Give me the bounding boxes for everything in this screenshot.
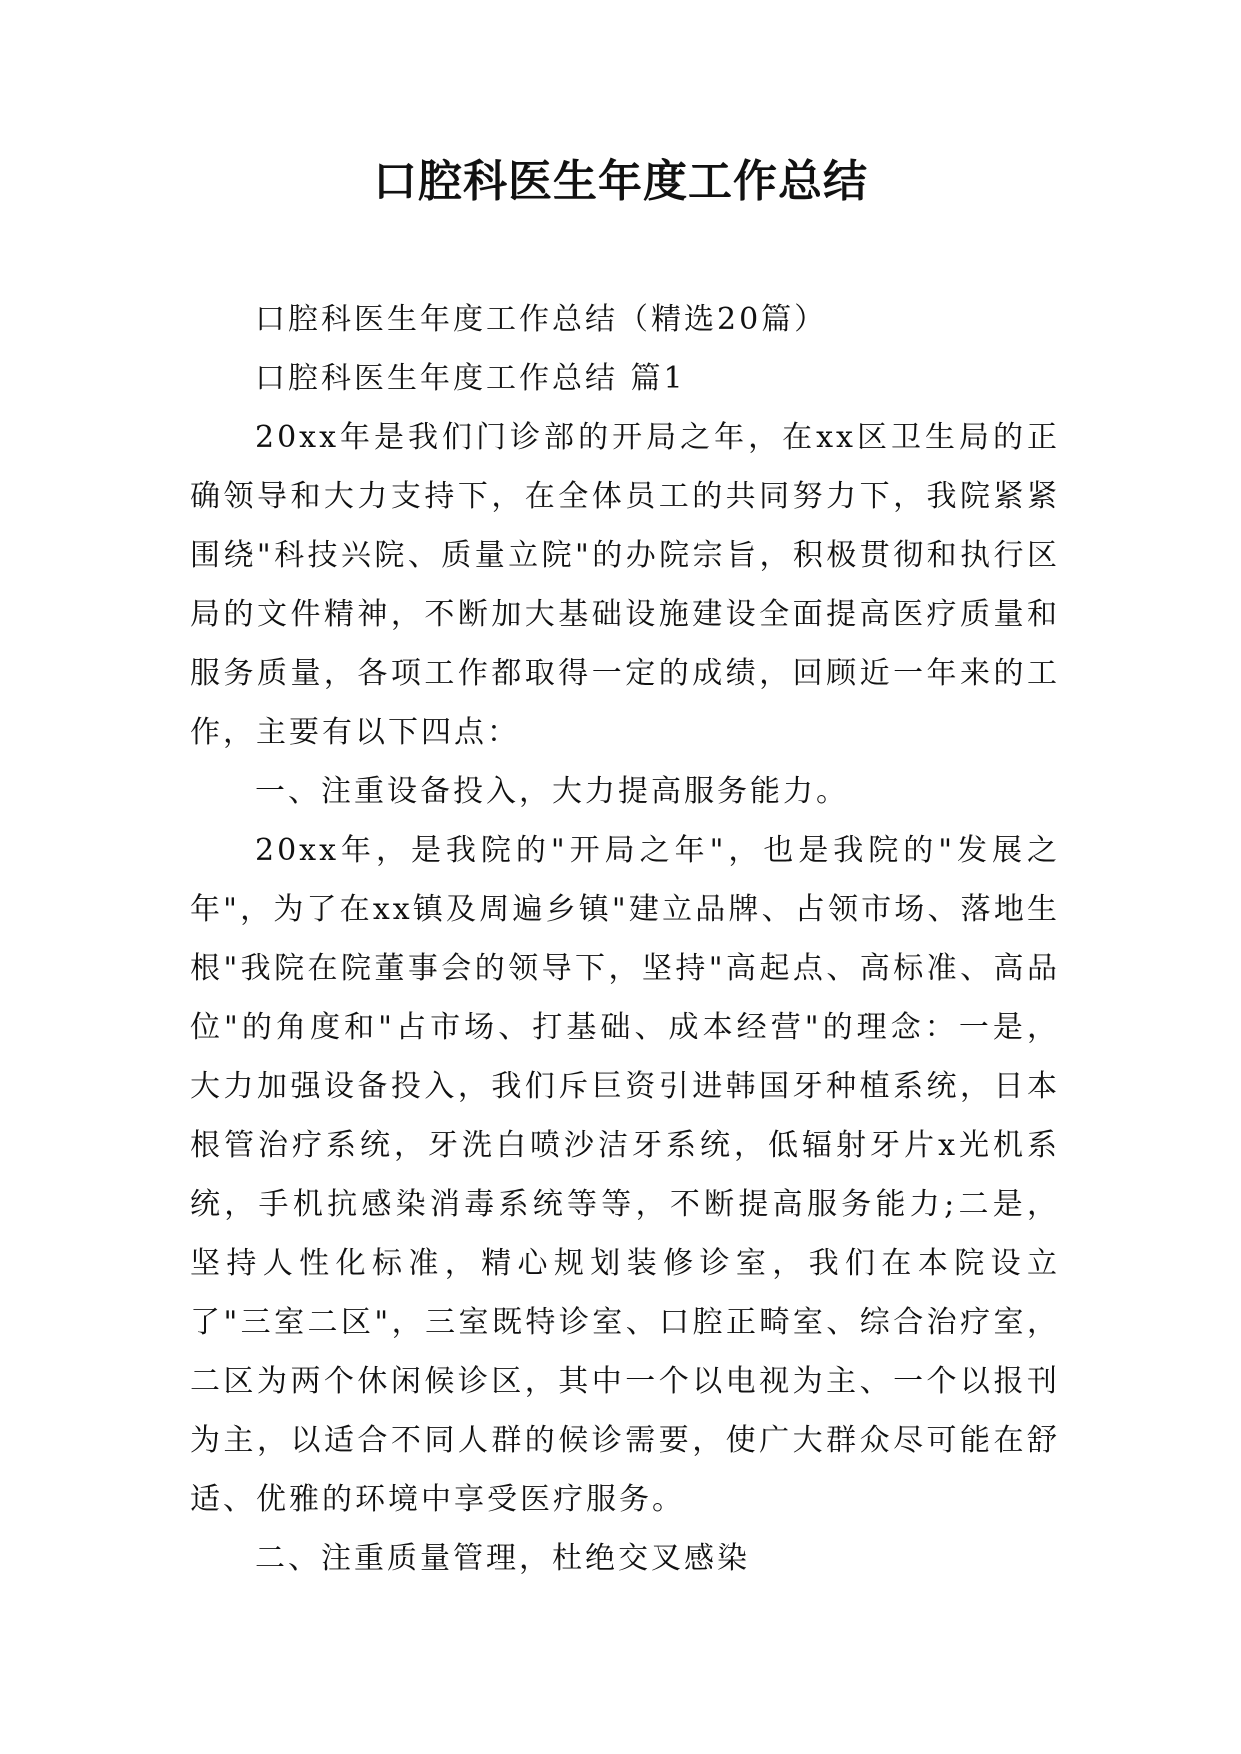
paragraph-point-one: 20xx年，是我院的"开局之年"，也是我院的"发展之年"，为了在xx镇及周遍乡镇"建立品牌、占领市场、落地生根"我院在院董事会的领导下，坚持"高起点、高标准、高品位"的角度和"占市场、打基础、成本经营"的理念：一是，大力加强设备投入，我们斥巨资引进韩国牙种植系统，日本根管治疗系统，牙洗白喷沙洁牙系统，低辐射牙片x光机系统，手机抗感染消毒系统等等，不断提高服务能力;二是，坚持人性化标准，精心规划装修诊室，我们在本院设立了"三室二区"，三室既特诊室、口腔正畸室、综合治疗室，二区为两个休闲候诊区，其中一个以电视为主、一个以报刊为主，以适合不同人群的候诊需要，使广大群众尽可能在舒适、优雅的环境中享受医疗服务。 [190, 833, 1060, 1517]
document-title: 口腔科医生年度工作总结 [373, 156, 868, 207]
document-subtitle: 口腔科医生年度工作总结（精选20篇） [255, 302, 828, 337]
section-heading: 口腔科医生年度工作总结 篇1 [255, 361, 686, 396]
heading-point-two: 二、注重质量管理，杜绝交叉感染 [255, 1541, 750, 1576]
document-body [190, 290, 1060, 1588]
heading-point-one: 一、注重设备投入，大力提高服务能力。 [255, 774, 849, 809]
paragraph-intro: 20xx年是我们门诊部的开局之年，在xx区卫生局的正确领导和大力支持下，在全体员工的共同努力下，我院紧紧围绕"科技兴院、质量立院"的办院宗旨，积极贯彻和执行区局的文件精神，不断加大基础设施建设全面提高医疗质量和服务质量，各项工作都取得一定的成绩，回顾近一年来的工作，主要有以下四点： [190, 420, 1060, 750]
